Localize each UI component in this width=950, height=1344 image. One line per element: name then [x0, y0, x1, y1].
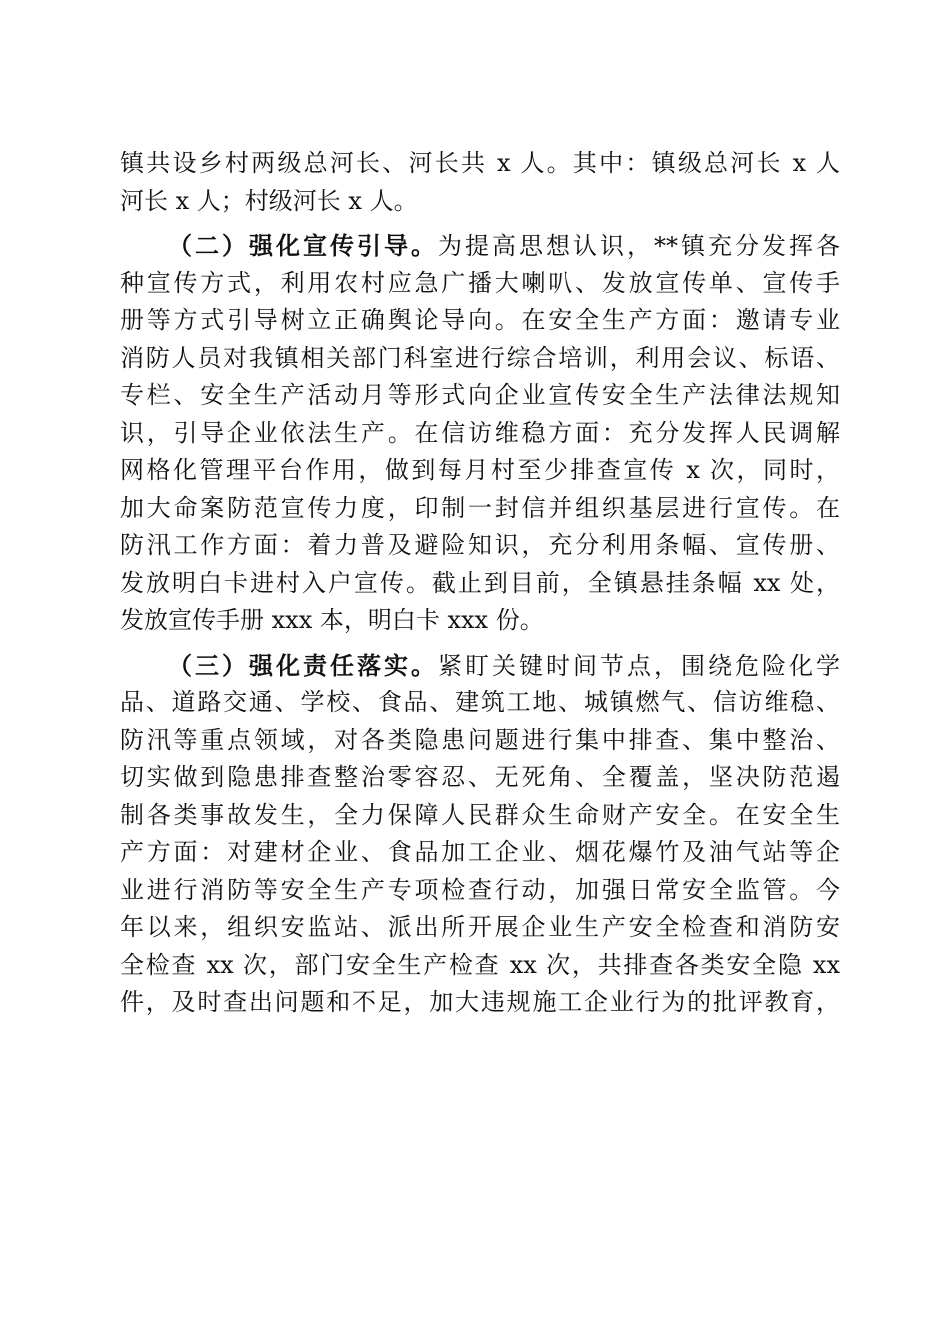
paragraph-3-line-4: 切实做到隐患排查整治零容忍、无死角、全覆盖，坚决防范遏	[120, 763, 840, 791]
paragraph-2-line-8: 加大命案防范宣传力度，印制一封信并组织基层进行宣传。在	[120, 493, 840, 522]
paragraph-3-line-1-text: 紧盯关键时间节点，围绕危险化学	[438, 651, 840, 680]
paragraph-3-line-6: 产方面：对建材企业、食品加工企业、烟花爆竹及油气站等企	[120, 838, 840, 866]
paragraph-1-line-1: 镇共设乡村两级总河长、河长共 x 人。其中：镇级总河长 x 人	[120, 149, 840, 177]
section-heading-2: （二）强化宣传引导。	[168, 231, 438, 260]
paragraph-1-line-2: 河长 x 人；村级河长 x 人。	[120, 186, 418, 215]
paragraph-3-line-8: 年以来，组织安监站、派出所开展企业生产安全检查和消防安	[120, 913, 840, 941]
paragraph-2-line-1	[120, 227, 840, 265]
paragraph-2-line-3: 册等方式引导树立正确舆论导向。在安全生产方面：邀请专业	[120, 306, 840, 334]
paragraph-2-line-9: 防汛工作方面：着力普及避险知识，充分利用条幅、宣传册、	[120, 531, 840, 559]
paragraph-gap	[120, 640, 840, 647]
paragraph-3-line-7: 业进行消防等安全生产专项检查行动，加强日常安全监管。今	[120, 875, 840, 904]
paragraph-2-line-11: 发放宣传手册 xxx 本，明白卡 xxx 份。	[120, 606, 544, 634]
paragraph-3-line-9: 全检查 xx 次，部门安全生产检查 xx 次，共排查各类安全隐 xx	[120, 950, 840, 979]
paragraph-3-line-10: 件，及时查出问题和不足，加大违规施工企业行为的批评教育，	[120, 988, 840, 1016]
paragraph-2-line-6: 识，引导企业依法生产。在信访维稳方面：充分发挥人民调解	[120, 418, 840, 447]
paragraph-3-line-2: 品、道路交通、学校、食品、建筑工地、城镇燃气、信访维稳、	[120, 688, 840, 716]
paragraph-2-line-1-text: 为提高思想认识，**镇充分发挥各	[438, 232, 840, 260]
paragraph-2-line-2: 种宣传方式，利用农村应急广播大喇叭、发放宣传单、宣传手	[120, 268, 840, 297]
paragraph-2-line-10: 发放明白卡进村入户宣传。截止到目前，全镇悬挂条幅 xx 处，	[120, 568, 840, 597]
paragraph-3-line-1	[120, 647, 840, 685]
paragraph-2-line-4: 消防人员对我镇相关部门科室进行综合培训，利用会议、标语、	[120, 343, 840, 372]
paragraph-2-line-5: 专栏、安全生产活动月等形式向企业宣传安全生产法律法规知	[120, 381, 840, 409]
document-body	[120, 145, 840, 1022]
section-heading-3: （三）强化责任落实。	[168, 650, 438, 680]
paragraph-2-line-7: 网格化管理平台作用，做到每月村至少排查宣传 x 次，同时，	[120, 456, 840, 484]
paragraph-gap	[120, 220, 840, 227]
paragraph-3-line-3: 防汛等重点领域，对各类隐患问题进行集中排查、集中整治、	[120, 725, 840, 754]
paragraph-3-line-5: 制各类事故发生，全力保障人民群众生命财产安全。在安全生	[120, 800, 840, 829]
